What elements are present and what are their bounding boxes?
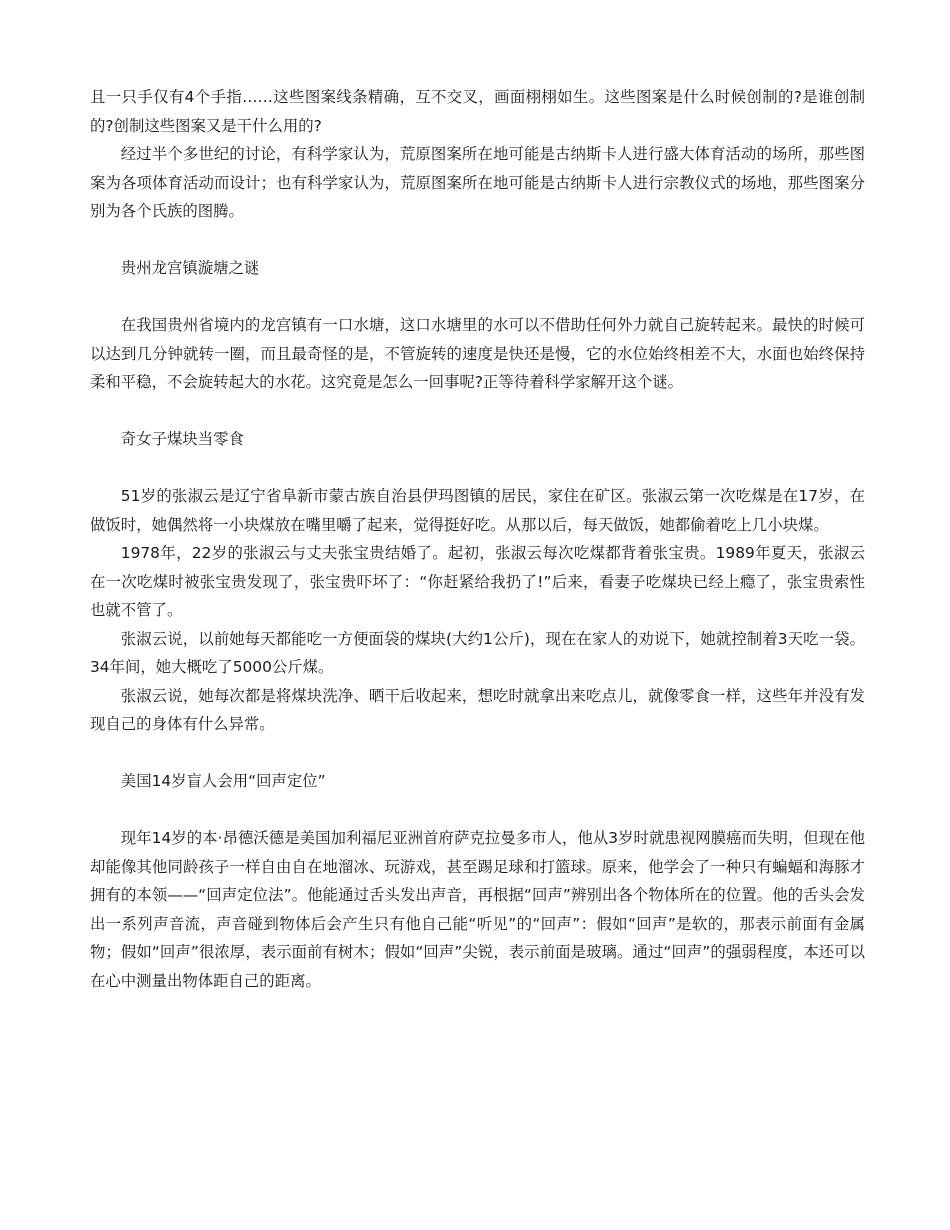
paragraph-coal-marriage: 1978年，22岁的张淑云与丈夫张宝贵结婚了。起初，张淑云每次吃煤都背着张宝贵。1989年夏天，张淑云在一次吃煤时被张宝贵发现了，张宝贵吓坏了：“你赶紧给我扔了!”后来，看妻子吃煤块已经上瘾了，张宝贵索性也就不管了。 xyxy=(90,544,865,619)
paragraph-coal-amount: 张淑云说，以前她每天都能吃一方便面袋的煤块(大约1公斤)，现在在家人的劝说下，她就控制着3天吃一袋。34年间，她大概吃了5000公斤煤。 xyxy=(90,629,865,676)
paragraph-nazca-continued: 且一只手仅有4个手指……这些图案线条精确，互不交叉，画面栩栩如生。这些图案是什么时候创制的?是谁创制的?创制这些图案又是干什么用的? xyxy=(90,88,865,135)
document-page xyxy=(90,83,865,995)
section-heading-coal-woman: 奇女子煤块当零食 xyxy=(120,430,244,448)
section-heading-echolocation: 美国14岁盲人会用“回声定位” xyxy=(120,772,326,790)
spacer xyxy=(90,226,865,255)
spacer xyxy=(90,397,865,426)
paragraph-guizhou-pond: 在我国贵州省境内的龙宫镇有一口水塘，这口水塘里的水可以不借助任何外力就自己旋转起来。最快的时候可以达到几分钟就转一圈，而且最奇怪的是，不管旋转的速度是快还是慢，它的水位始终相差不大，水面也始终保持柔和平稳，不会旋转起大的水花。这究竟是怎么一回事呢?正等待着科学家解开这个谜。 xyxy=(90,316,865,391)
paragraph-echolocation: 现年14岁的本·昂德沃德是美国加利福尼亚洲首府萨克拉曼多市人，他从3岁时就患视网膜癌而失明，但现在他却能像其他同龄孩子一样自由自在地溜冰、玩游戏，甚至踢足球和打篮球。原来，他学会了一种只有蝙蝠和海豚才拥有的本领——“回声定位法”。他能通过舌头发出声音，再根据“回声”辨别出各个物体所在的位置。他的舌头会发出一系列声音流，声音碰到物体后会产生只有他自己能“听见”的“回声”：假如“回声”是软的，那表示前面有金属物；假如“回声”很浓厚，表示面前有树木；假如“回声”尖锐，表示前面是玻璃。通过“回声”的强弱程度，本还可以在心中测量出物体距自己的距离。 xyxy=(90,829,865,990)
section-heading-guizhou: 贵州龙宫镇漩塘之谜 xyxy=(120,259,260,277)
spacer xyxy=(90,454,865,483)
spacer xyxy=(90,283,865,312)
paragraph-nazca-theories: 经过半个多世纪的讨论，有科学家认为，荒原图案所在地可能是古纳斯卡人进行盛大体育活动的场所，那些图案为各项体育活动而设计；也有科学家认为，荒原图案所在地可能是古纳斯卡人进行宗教仪式的场地，那些图案分别为各个氏族的图腾。 xyxy=(90,145,865,220)
spacer xyxy=(90,739,865,768)
paragraph-coal-health: 张淑云说，她每次都是将煤块洗净、晒干后收起来，想吃时就拿出来吃点儿，就像零食一样，这些年并没有发现自己的身体有什么异常。 xyxy=(90,686,865,733)
spacer xyxy=(90,796,865,825)
paragraph-coal-intro: 51岁的张淑云是辽宁省阜新市蒙古族自治县伊玛图镇的居民，家住在矿区。张淑云第一次吃煤是在17岁，在做饭时，她偶然将一小块煤放在嘴里嚼了起来，觉得挺好吃。从那以后，每天做饭，她都偷着吃上几小块煤。 xyxy=(90,487,865,534)
